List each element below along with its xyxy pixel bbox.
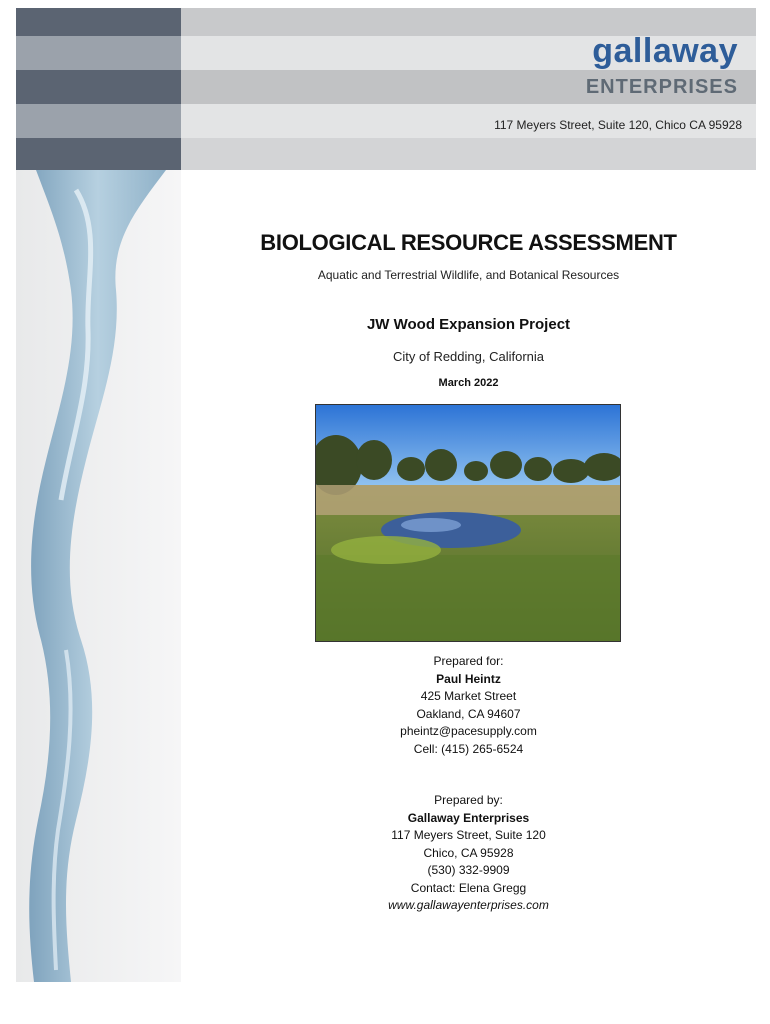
project-location: City of Redding, California (392, 349, 545, 364)
preparer-phone: (530) 332-9909 (427, 863, 510, 877)
company-logo-subtitle: ENTERPRISES (585, 76, 738, 98)
document-title: BIOLOGICAL RESOURCE ASSESSMENT (260, 230, 677, 255)
client-street: 425 Market Street (420, 689, 517, 703)
preparer-city: Chico, CA 95928 (423, 845, 514, 860)
header-address: 117 Meyers Street, Suite 120, Chico CA 95928 (494, 118, 742, 132)
preparer-street: 117 Meyers Street, Suite 120 (391, 828, 546, 842)
prepared-by-label: Prepared by: (434, 793, 503, 807)
client-email[interactable]: pheintz@pacesupply.com (400, 724, 537, 738)
prepared-for-block (181, 653, 756, 758)
project-name: JW Wood Expansion Project (366, 316, 571, 333)
client-city: Oakland, CA 94607 (416, 706, 521, 721)
site-photo (315, 404, 621, 642)
company-logo: gallaway (592, 32, 738, 70)
document-date: March 2022 (438, 377, 499, 389)
preparer-contact: Contact: Elena Gregg (410, 880, 527, 895)
preparer-website-link[interactable]: www.gallawayenterprises.com (388, 898, 549, 912)
preparer-name: Gallaway Enterprises (407, 810, 530, 825)
prepared-by-block (181, 792, 756, 915)
document-subtitle: Aquatic and Terrestrial Wildlife, and Botanical Resources (317, 268, 620, 282)
client-name: Paul Heintz (436, 671, 501, 686)
wetland-landscape-image (316, 405, 620, 641)
river-graphic (16, 170, 181, 982)
prepared-for-label: Prepared for: (433, 654, 504, 668)
client-phone: Cell: (415) 265-6524 (413, 741, 524, 756)
